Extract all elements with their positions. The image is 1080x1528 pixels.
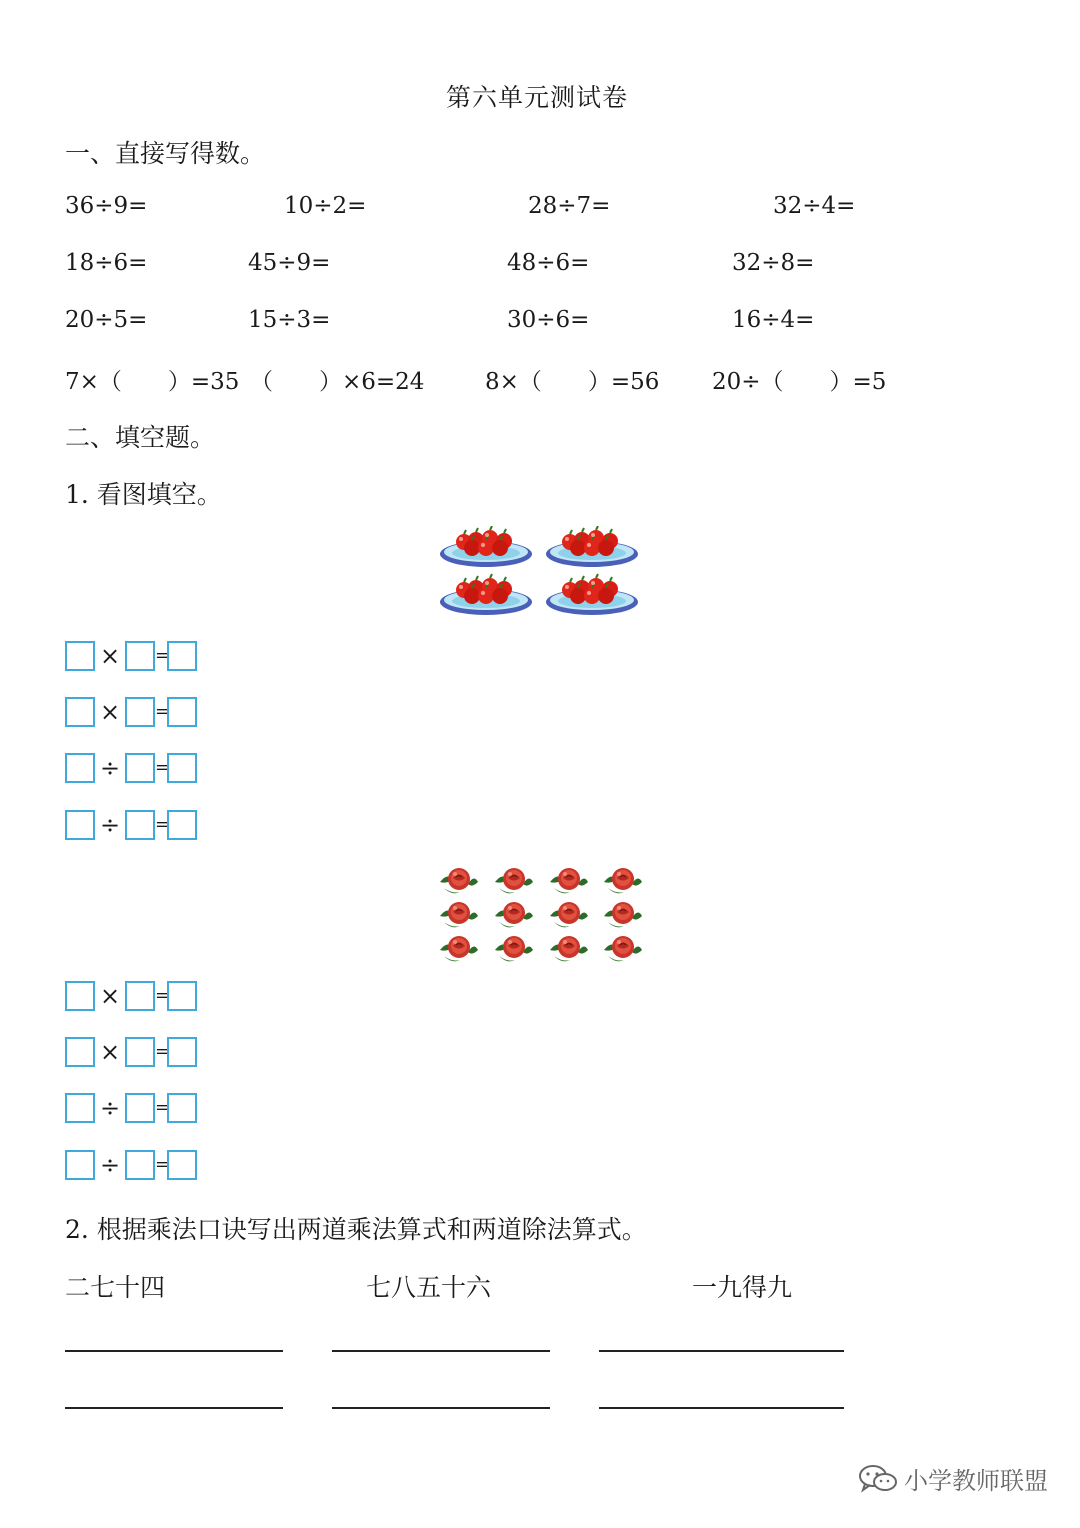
answer-row (65, 752, 197, 784)
multiplication-rhyme: 二七十四 (65, 1273, 166, 1302)
answer-line[interactable] (599, 1407, 844, 1409)
watermark (858, 1461, 1048, 1496)
answer-box[interactable] (167, 1093, 197, 1123)
problem: 20÷（ ）=5 (712, 369, 887, 395)
answer-row (65, 640, 197, 672)
operator: ÷ (99, 811, 121, 839)
multiplication-rhyme: 一九得九 (692, 1273, 793, 1302)
answer-box[interactable] (65, 641, 95, 671)
problem: （ ）×6=24 (250, 369, 425, 395)
answer-row (65, 809, 197, 841)
problem: 45÷9= (248, 250, 331, 276)
operator: × (99, 642, 121, 670)
equals-sign: = (155, 701, 171, 722)
answer-box[interactable] (65, 753, 95, 783)
answer-row (65, 980, 197, 1012)
equals-sign: = (155, 757, 171, 778)
answer-row (65, 696, 197, 728)
answer-box[interactable] (125, 981, 155, 1011)
equals-sign: = (155, 1041, 171, 1062)
answer-box[interactable] (65, 810, 95, 840)
operator: ÷ (99, 754, 121, 782)
problem: 10÷2= (284, 193, 367, 219)
answer-line[interactable] (65, 1407, 283, 1409)
problem: 36÷9= (65, 193, 148, 219)
question1-label: 1. 看图填空。 (65, 480, 222, 509)
problem: 20÷5= (65, 307, 148, 333)
answer-line[interactable] (332, 1407, 550, 1409)
answer-box[interactable] (125, 1037, 155, 1067)
problem: 15÷3= (248, 307, 331, 333)
answer-box[interactable] (167, 1150, 197, 1180)
answer-box[interactable] (65, 1037, 95, 1067)
answer-row (65, 1092, 197, 1124)
equals-sign: = (155, 645, 171, 666)
problem: 7×（ ）=35 (65, 369, 240, 395)
operator: ÷ (99, 1151, 121, 1179)
operator: × (99, 698, 121, 726)
section1-heading: 一、直接写得数。 (65, 139, 266, 168)
answer-box[interactable] (167, 981, 197, 1011)
answer-box[interactable] (125, 753, 155, 783)
answer-box[interactable] (65, 697, 95, 727)
operator: × (99, 982, 121, 1010)
problem: 8×（ ）=56 (485, 369, 660, 395)
answer-box[interactable] (125, 641, 155, 671)
answer-box[interactable] (125, 697, 155, 727)
problem: 30÷6= (507, 307, 590, 333)
operator: ÷ (99, 1094, 121, 1122)
answer-box[interactable] (167, 697, 197, 727)
answer-line[interactable] (332, 1350, 550, 1352)
apple-plates-image (440, 526, 644, 622)
problem: 32÷4= (773, 193, 856, 219)
equals-sign: = (155, 1097, 171, 1118)
problem: 28÷7= (528, 193, 611, 219)
equals-sign: = (155, 1154, 171, 1175)
answer-box[interactable] (125, 810, 155, 840)
answer-line[interactable] (599, 1350, 844, 1352)
problem: 18÷6= (65, 250, 148, 276)
multiplication-rhyme: 七八五十六 (366, 1273, 492, 1302)
problem: 48÷6= (507, 250, 590, 276)
section2-heading: 二、填空题。 (65, 423, 216, 452)
answer-row (65, 1036, 197, 1068)
equals-sign: = (155, 985, 171, 1006)
operator: × (99, 1038, 121, 1066)
answer-box[interactable] (167, 641, 197, 671)
answer-box[interactable] (167, 810, 197, 840)
answer-box[interactable] (65, 981, 95, 1011)
problem: 16÷4= (732, 307, 815, 333)
answer-box[interactable] (125, 1150, 155, 1180)
answer-row (65, 1149, 197, 1181)
problem: 32÷8= (732, 250, 815, 276)
equals-sign: = (155, 814, 171, 835)
answer-line[interactable] (65, 1350, 283, 1352)
answer-box[interactable] (125, 1093, 155, 1123)
watermark-text: 小学教师联盟 (904, 1467, 1048, 1495)
wechat-icon (858, 1464, 898, 1494)
page-title: 第六单元测试卷 (446, 83, 629, 112)
answer-box[interactable] (65, 1150, 95, 1180)
answer-box[interactable] (65, 1093, 95, 1123)
roses-image (436, 862, 646, 966)
question2-label: 2. 根据乘法口诀写出两道乘法算式和两道除法算式。 (65, 1215, 647, 1244)
answer-box[interactable] (167, 753, 197, 783)
answer-box[interactable] (167, 1037, 197, 1067)
